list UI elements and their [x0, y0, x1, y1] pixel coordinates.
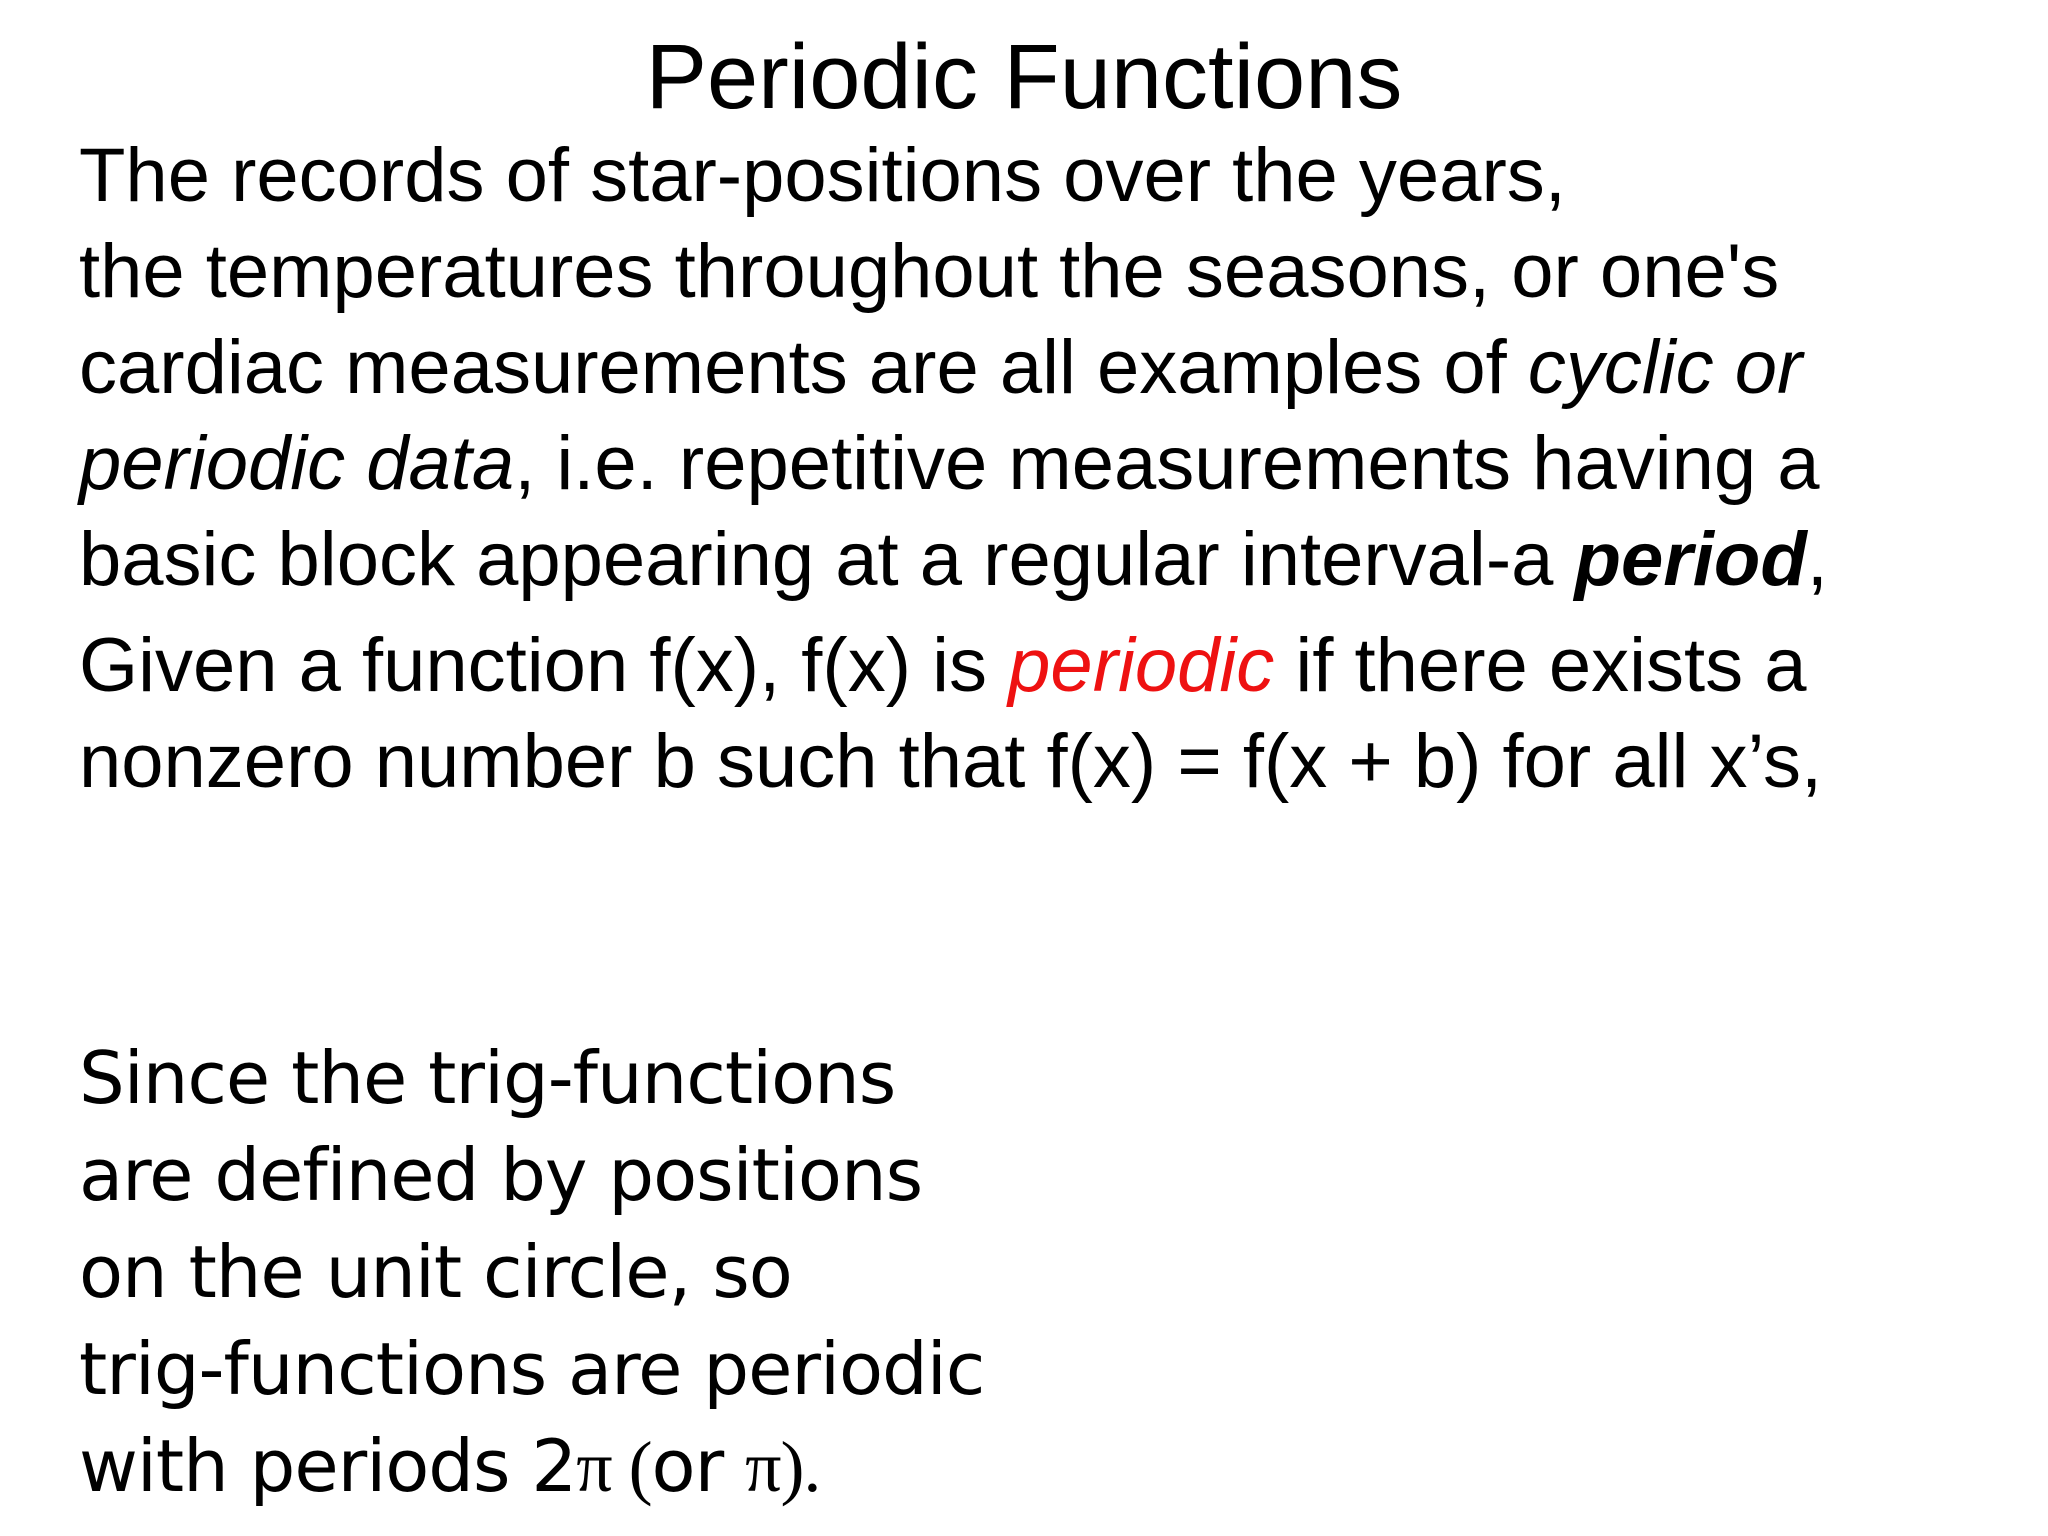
- text-segment: cardiac measurements are all examples of: [79, 325, 1528, 410]
- text-line: on the unit circle, so: [79, 1230, 792, 1314]
- slide-title: Periodic Functions: [645, 26, 1403, 128]
- italic-term-cyclic: cyclic or: [1527, 325, 1803, 410]
- bold-term-period: period: [1574, 517, 1807, 602]
- pi-symbol: π).: [745, 1427, 821, 1507]
- pi-symbol: π (: [576, 1427, 652, 1507]
- text-segment: with periods 2: [79, 1424, 577, 1508]
- text-line: Since the trig-functions: [79, 1036, 896, 1120]
- text-line: [79, 618, 1822, 714]
- paragraph-trig-functions: [79, 1030, 984, 1516]
- text-line: are defined by positions: [79, 1133, 923, 1217]
- text-line: [79, 512, 1828, 608]
- text-line: [79, 1418, 984, 1516]
- text-segment: basic block appearing at a regular interval-a: [79, 517, 1575, 602]
- paragraph-periodic-data: [79, 128, 1828, 608]
- text-segment: , i.e. repetitive measurements having a: [514, 421, 1820, 506]
- text-segment: Given a function f(x), f(x) is: [79, 623, 1009, 708]
- text-segment: if there exists a: [1274, 623, 1807, 708]
- italic-term-periodic-data: periodic data: [79, 421, 515, 506]
- text-line: trig-functions are periodic: [79, 1327, 985, 1411]
- highlight-term-periodic: periodic: [1008, 623, 1275, 708]
- text-line: [79, 416, 1828, 512]
- text-segment: ,: [1806, 517, 1828, 602]
- text-segment: or: [651, 1424, 746, 1508]
- text-line: [79, 320, 1828, 416]
- text-line: nonzero number b such that f(x) = f(x + b) for all x’s,: [79, 719, 1823, 804]
- paragraph-definition: [79, 618, 1822, 810]
- text-line: the temperatures throughout the seasons, or one's: [79, 229, 1780, 314]
- text-line: The records of star-positions over the years,: [79, 133, 1566, 218]
